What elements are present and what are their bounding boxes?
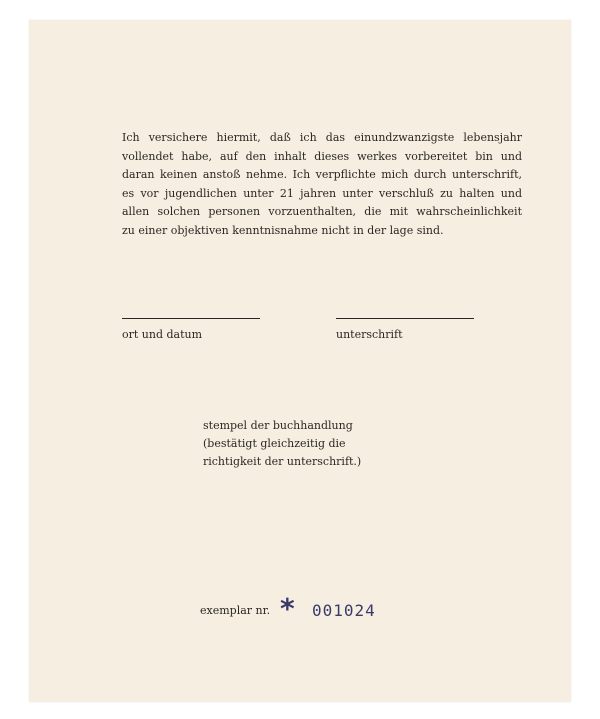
declaration-line: daran keinen anstoß nehme. Ich verpflichte mich durch unterschrift, xyxy=(122,168,522,181)
declaration-line: vollendet habe, auf den inhalt dieses werkes vorbereitet bin und xyxy=(122,149,522,163)
stamp-line: richtigkeit der unterschrift.) xyxy=(203,455,362,468)
declaration-line: zu einer objektiven kenntnisnahme nicht in der lage sind. xyxy=(122,223,444,237)
copy-number: 001024 xyxy=(312,601,376,620)
stamp-line: (bestätigt gleichzeitig die xyxy=(203,437,346,450)
stamp-line: stempel der buchhandlung xyxy=(203,419,353,432)
declaration-line: Ich versichere hiermit, daß ich das einundzwanzigste lebensjahr xyxy=(122,131,522,144)
bookstore-stamp-area xyxy=(203,417,361,471)
signature-line[interactable] xyxy=(336,318,474,319)
place-date-label: ort und datum xyxy=(122,328,203,341)
declaration-text xyxy=(122,129,522,240)
declaration-line: allen solchen personen vorzuenthalten, die mit wahrscheinlichkeit xyxy=(122,205,522,218)
place-date-signature-line[interactable] xyxy=(122,318,260,319)
copy-number-label: exemplar nr. xyxy=(200,604,271,617)
declaration-line: es vor jugendlichen unter 21 jahren unter verschluß zu halten und xyxy=(122,186,522,200)
form-sheet xyxy=(29,20,571,702)
asterisk-icon: * xyxy=(280,592,295,625)
signature-label: unterschrift xyxy=(336,328,403,341)
